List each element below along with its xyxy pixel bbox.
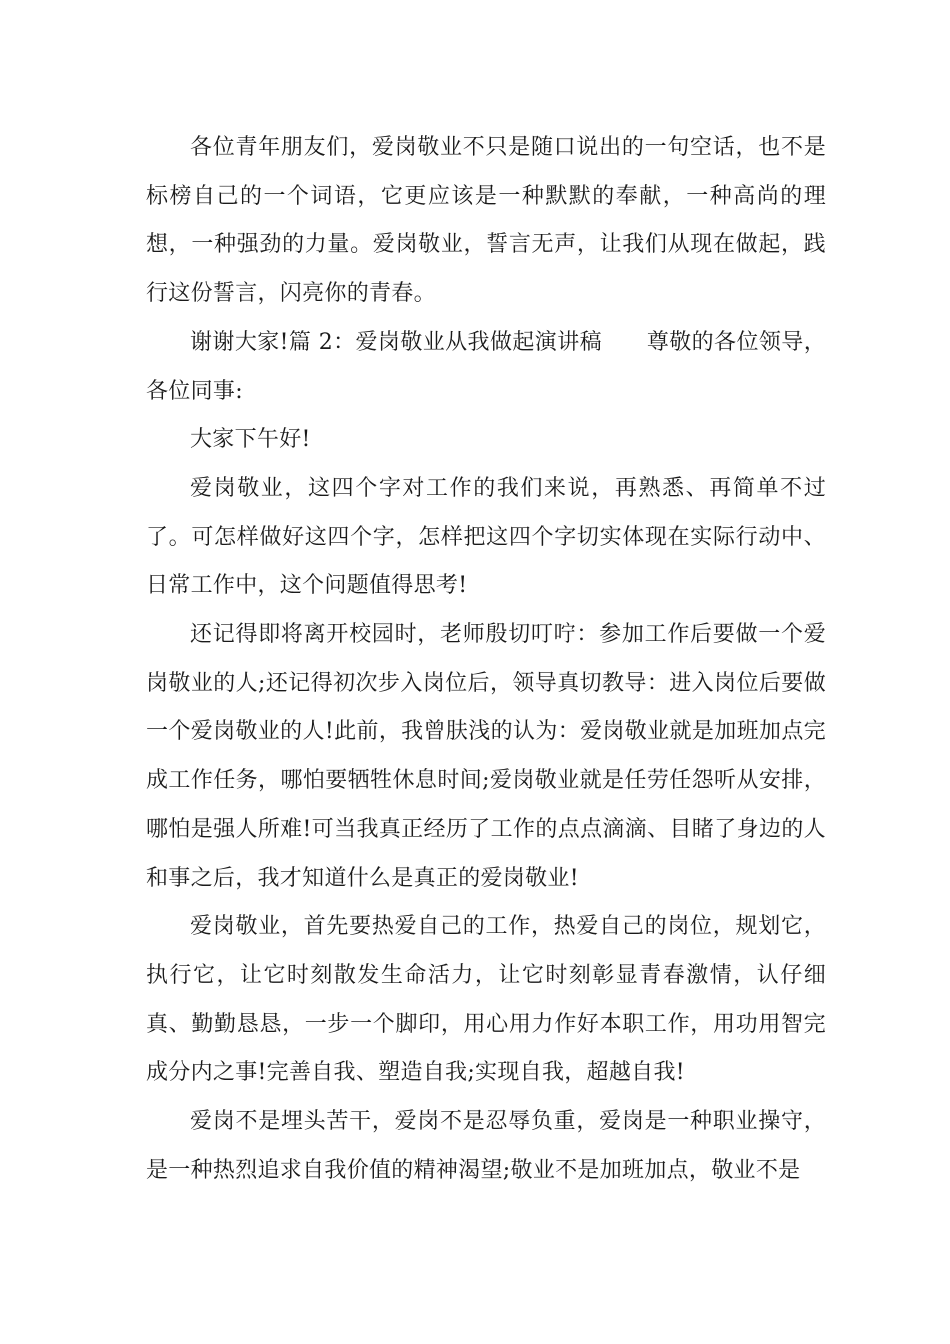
document-body xyxy=(146,124,826,1195)
paragraph: 各位青年朋友们，爱岗敬业不只是随口说出的一句空话，也不是标榜自己的一个词语，它更应该是一种默默的奉献，一种高尚的理想，一种强劲的力量。爱岗敬业，誓言无声，让我们从现在做起，践行这份誓言，闪亮你的青春。 xyxy=(146,135,826,307)
paragraph: 大家下午好! xyxy=(190,427,311,453)
paragraph: 爱岗不是埋头苦干，爱岗不是忍辱负重，爱岗是一种职业操守，是一种热烈追求自我价值的精神渴望;敬业不是加班加点，敬业不是 xyxy=(146,1109,826,1183)
paragraph: 爱岗敬业，首先要热爱自己的工作，热爱自己的岗位，规划它，执行它，让它时刻散发生命活力，让它时刻彰显青春激情，认仔细真、勤勤恳恳，一步一个脚印，用心用力作好本职工作，用功用智完成分内之事!完善自我、塑造自我;实现自我，超越自我! xyxy=(146,914,826,1086)
paragraph: 谢谢大家!篇 2：爱岗敬业从我做起演讲稿 尊敬的各位领导，各位同事: xyxy=(146,329,826,404)
paragraph: 还记得即将离开校园时，老师殷切叮咛：参加工作后要做一个爱岗敬业的人;还记得初次步入岗位后，领导真切教导：进入岗位后要做一个爱岗敬业的人!此前，我曾肤浅的认为：爱岗敬业就是加班加点完成工作任务，哪怕要牺牲休息时间;爱岗敬业就是任劳任怨听从安排，哪怕是强人所难!可当我真正经历了工作的点点滴滴、目睹了身边的人和事之后，我才知道什么是真正的爱岗敬业! xyxy=(146,622,826,891)
paragraph: 爱岗敬业，这四个字对工作的我们来说，再熟悉、再简单不过了。可怎样做好这四个字，怎样把这四个字切实体现在实际行动中、日常工作中，这个问题值得思考! xyxy=(146,475,826,599)
